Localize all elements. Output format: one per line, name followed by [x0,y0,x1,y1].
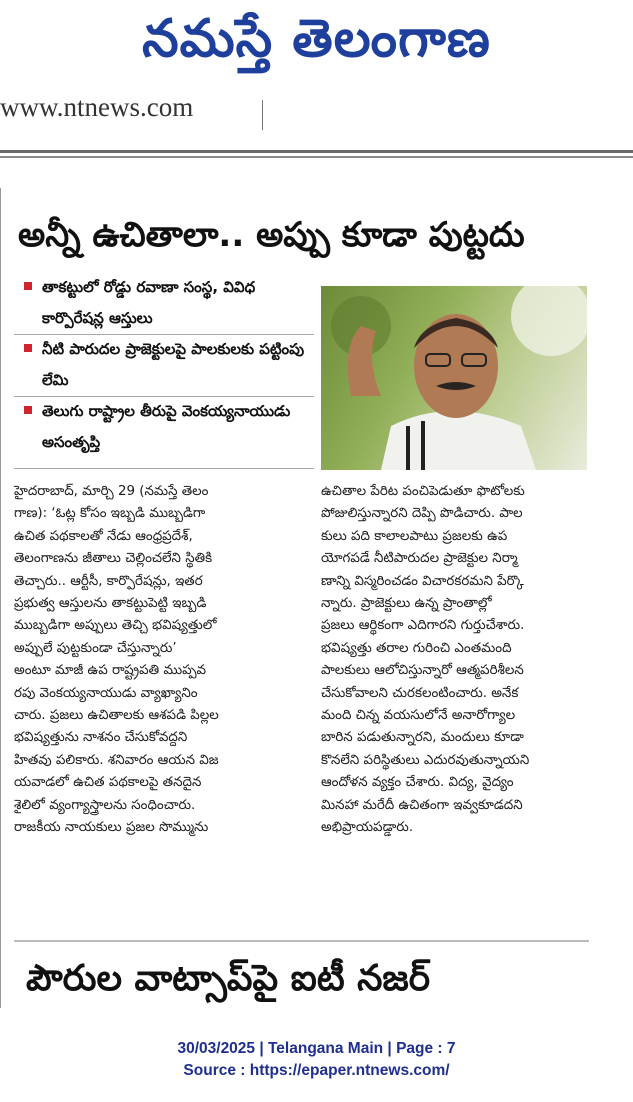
highlight-bullets [20,272,310,458]
bullet-divider [14,468,314,469]
article-headline: అన్నీ ఉచితాలా.. అప్పు కూడా పుట్టదు [18,215,525,255]
second-article-headline: పౌరుల వాట్సాప్‌పై ఐటీ నజర్ [26,958,431,999]
page-footer [0,1038,633,1082]
url-separator [262,100,263,130]
bullet-item: తెలుగు రాష్ట్రాల తీరుపై వెంకయ్యనాయుడు అసంతృప్తి [20,396,310,458]
website-url: www.ntnews.com [0,92,194,122]
bullet-item: తాకట్టులో రోడ్డు రవాణా సంస్థ, వివిధ కార్పొరేషన్ల ఆస్తులు [20,272,310,334]
bullet-divider [14,396,314,397]
bullet-item: నీటి పారుదల ప్రాజెక్టులపై పాలకులకు పట్టింపు లేమి [20,334,310,396]
masthead-rule-secondary [0,156,633,158]
article-body-column-1: హైదరాబాద్, మార్చి 29 (నమస్తే తెలం గాణ): ‘ఓట్ల కోసం ఇబ్బడి ముబ్బడిగా ఉచిత పథకాలతో నేడు ఆంధ్రప్రదేశ్, తెలంగాణను జీతాలు చెల్లించలేని స్థితికి తెచ్చారు.. ఆర్టీసీ, కార్పొరేషన్లు, ఇతర ప్రభుత్వ ఆస్తులను తాకట్టుపెట్టి ఇబ్బడి ముబ్బడిగా అప్పులు తెచ్చి భవిష్యత్తులో అప్పులే పుట్టకుండా చేస్తున్నారు’ అంటూ మాజీ ఉప రాష్ట్రపతి ముప్పవ రపు వెంకయ్యనాయుడు వ్యాఖ్యానిం చారు. ప్రజలు ఉచితాలకు ఆశపడి పిల్లల భవిష్యత్తును నాశనం చేసుకోవద్దని హితవు పలికారు. శనివారం ఆయన విజ యవాడలో ఉచిత పథకాలపై తనదైన శైలిలో వ్యంగ్యాస్త్రాలను సంధించారు. రాజకీయ నాయకులు ప్రజల సొమ్మును [14,484,219,836]
bullet-divider [14,334,314,335]
masthead-rule [0,150,633,153]
newspaper-logo: నమస్తే తెలంగాణ [142,8,491,69]
article-body-column-2: ఉచితాల పేరిట పంచిపెడుతూ ఫొటోలకు పోజులిస్తున్నారని దెప్పి పొడిచారు. పాల కులు పది కాలాలపాటు ప్రజలకు ఉప యోగపడే నీటిపారుదల ప్రాజెక్టుల నిర్మా ణాన్ని విస్మరించడం విచారకరమని పేర్కొ న్నారు. ప్రాజెక్టులు ఉన్న ప్రాంతాల్లో ప్రజలు ఆర్థికంగా ఎదిగారని గుర్తుచేశారు. భవిష్యత్తు తరాల గురించి ఎంతమంది పాలకులు ఆలోచిస్తున్నారో ఆత్మపరిశీలన చేసుకోవాలని చురకలంటించారు. అనేక మంది చిన్న వయసులోనే అనారోగ్యాల బారిన పడుతున్నారని, మందులు కూడా కొనలేని పరిస్థితులు ఎదురవుతున్నాయని ఆందోళన వ్యక్తం చేశారు. విద్య, వైద్యం మినహా మరేదీ ఉచితంగా ఇవ్వకూడదని అభిప్రాయపడ్డారు. [321,484,530,836]
masthead [0,4,633,74]
speaker-photo [321,286,587,470]
left-edge-line [0,188,1,1008]
footer-edition-info: 30/03/2025 | Telangana Main | Page : 7 [177,1040,456,1057]
footer-source-link[interactable]: Source : https://epaper.ntnews.com/ [183,1062,450,1079]
section-divider [14,940,589,942]
